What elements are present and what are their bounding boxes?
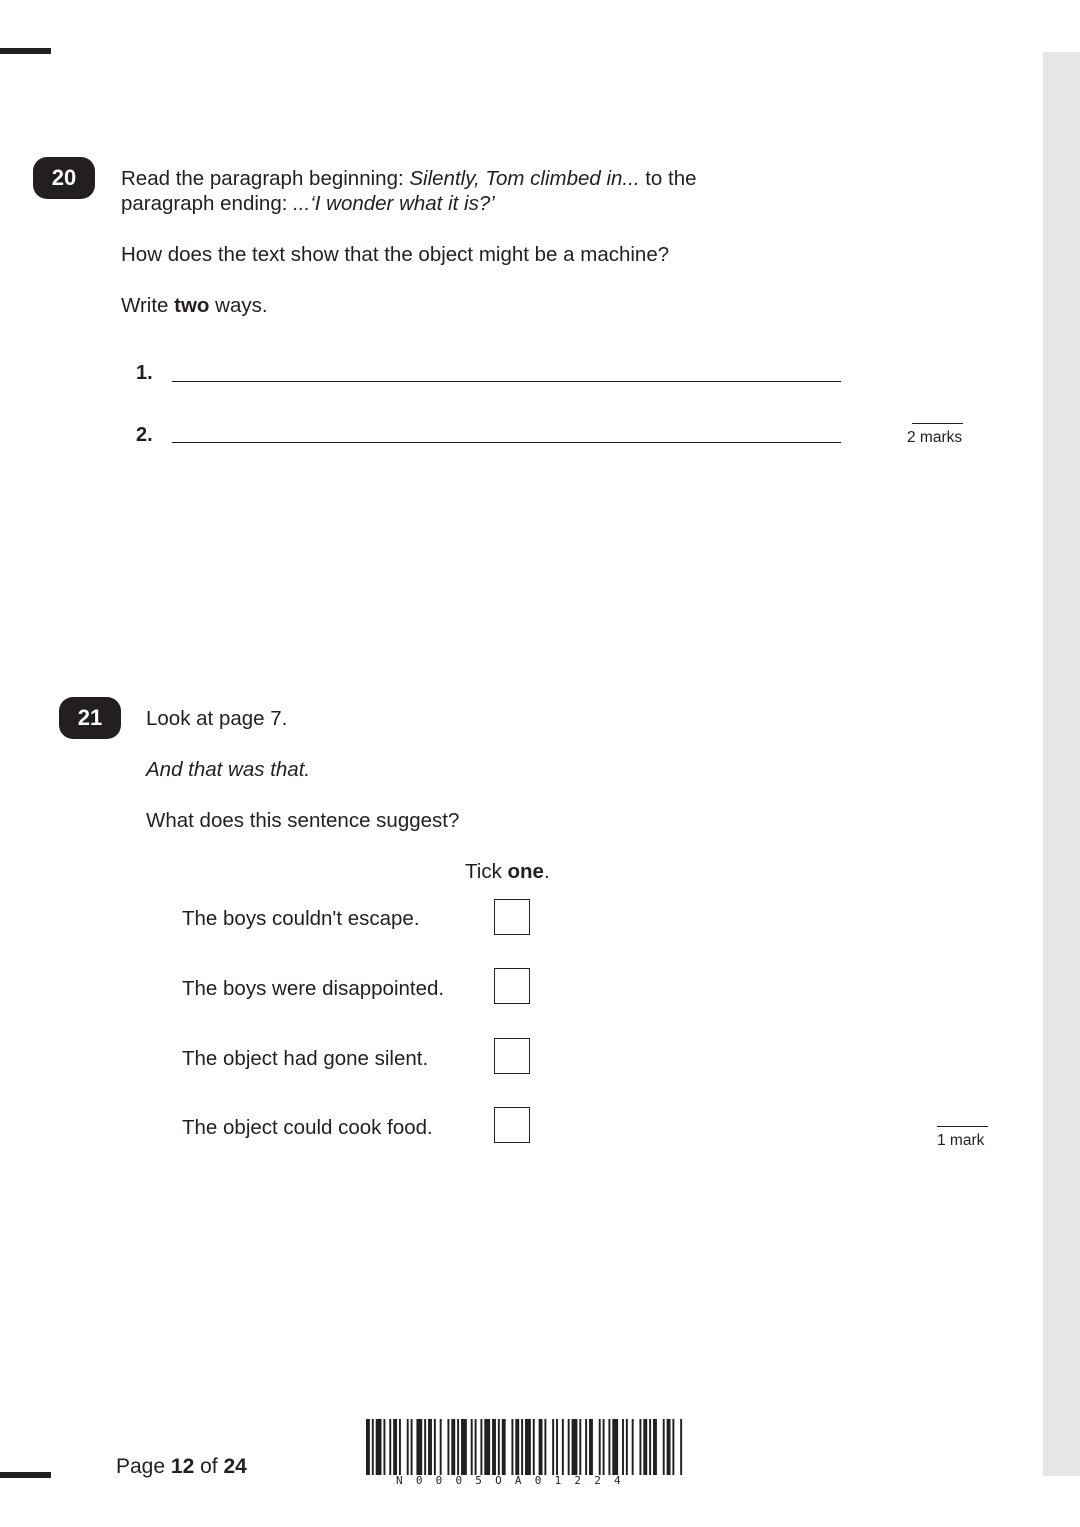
q21-option-3-checkbox[interactable] [494,1038,530,1074]
barcode-bar-41 [603,1419,605,1475]
q20-intro-before: Read the paragraph beginning: [121,167,410,190]
q21-option-1-checkbox[interactable] [494,899,530,935]
q20-instruction-after: ways. [209,294,268,317]
barcode-bar-20 [480,1419,482,1475]
q21-option-2-checkbox[interactable] [494,968,530,1004]
barcode-bar-14 [447,1419,449,1475]
q21-option-4-checkbox[interactable] [494,1107,530,1143]
barcode-bar-44 [622,1419,624,1475]
q20-answer-number-2: 2. [136,424,153,446]
barcode-bar-4 [389,1419,391,1475]
margin-strip [1043,52,1080,1476]
barcode-bar-48 [643,1419,647,1475]
barcode-bar-47 [639,1419,641,1475]
q21-quote: And that was that. [146,758,311,781]
barcode-bar-3 [383,1419,385,1475]
barcode-bar-28 [525,1419,531,1475]
barcode-bar-39 [589,1419,593,1475]
page-number [116,1455,247,1479]
barcode-bar-36 [572,1419,578,1475]
barcode-bar-53 [672,1419,674,1475]
q20-instruction-bold: two [174,294,210,317]
barcode-bar-25 [511,1419,513,1475]
barcode-bar-5 [393,1419,397,1475]
q21-option-3-label: The object had gone silent. [182,1047,429,1070]
barcode-bar-31 [544,1419,546,1475]
barcode-bar-51 [663,1419,665,1475]
q20-intro-line1 [121,166,697,191]
barcode-bar-26 [515,1419,519,1475]
barcode-bar-50 [653,1419,657,1475]
barcode-text: N0005OA01224 [396,1474,634,1487]
q21-option-2-label: The boys were disappointed. [182,977,445,1000]
question-20-badge: 20 [33,157,95,199]
q21-tick-instruction [465,859,550,884]
barcode-bar-46 [632,1419,634,1475]
barcode-bar-0 [366,1419,370,1475]
q20-instruction [121,293,268,318]
q20-marks-line [912,423,963,424]
q21-tick-before: Tick [465,860,508,883]
q20-intro-line2 [121,191,495,216]
barcode-bar-8 [411,1419,413,1475]
q21-intro: Look at page 7. [146,707,288,730]
q20-question: How does the text show that the object might be a machine? [121,243,670,266]
q21-option-1-label: The boys couldn't escape. [182,907,420,930]
q21-question: What does this sentence suggest? [146,809,460,832]
page-label: Page [116,1455,171,1478]
question-21-badge: 21 [59,697,121,739]
q20-answer-line-2[interactable] [172,442,841,443]
barcode-bar-30 [539,1419,543,1475]
barcode-bar-6 [399,1419,401,1475]
page-total: 24 [223,1455,247,1478]
barcode-bar-40 [599,1419,601,1475]
barcode-bar-2 [376,1419,382,1475]
page-of: of [194,1455,224,1478]
barcode-bar-27 [521,1419,523,1475]
barcode-bar-10 [424,1419,426,1475]
q20-marks-label: 2 marks [907,429,963,446]
barcode-bar-54 [680,1419,682,1475]
barcode-bar-19 [475,1419,477,1475]
barcode-bar-45 [626,1419,628,1475]
q20-answer-line-1[interactable] [172,381,841,382]
q20-intro-line2-before: paragraph ending: [121,192,294,215]
barcode [366,1419,686,1477]
barcode-bar-37 [579,1419,581,1475]
q21-tick-bold: one [507,860,544,883]
q21-marks-label: 1 mark [937,1132,985,1149]
barcode-bar-29 [533,1419,535,1475]
barcode-bar-21 [484,1419,490,1475]
barcode-bar-32 [552,1419,554,1475]
barcode-bar-52 [667,1419,671,1475]
barcode-bar-49 [649,1419,651,1475]
q20-intro-italic1: Silently, Tom climbed in... [409,167,640,190]
q20-instruction-before: Write [121,294,175,317]
barcode-bar-12 [434,1419,436,1475]
page-current: 12 [170,1455,195,1478]
barcode-bar-42 [608,1419,610,1475]
barcode-bar-18 [471,1419,473,1475]
barcode-bar-16 [457,1419,459,1475]
barcode-bar-43 [612,1419,618,1475]
corner-mark-top [0,48,51,54]
barcode-bar-1 [372,1419,374,1475]
barcode-bar-23 [498,1419,500,1475]
corner-mark-bottom [0,1472,51,1478]
q21-option-4-label: The object could cook food. [182,1116,433,1139]
barcode-bar-34 [562,1419,564,1475]
barcode-bar-15 [451,1419,455,1475]
barcode-bar-24 [502,1419,506,1475]
q20-intro-italic2: ...‘I wonder what it is?’ [293,192,495,215]
barcode-bar-17 [461,1419,467,1475]
q20-intro-middle: to the [639,167,697,190]
q21-marks-line [937,1126,988,1127]
q20-answer-number-1: 1. [136,362,153,384]
barcode-bar-35 [568,1419,570,1475]
barcode-bar-7 [407,1419,409,1475]
barcode-bar-9 [416,1419,422,1475]
barcode-bar-11 [428,1419,432,1475]
barcode-bar-22 [492,1419,496,1475]
barcode-bar-13 [440,1419,442,1475]
q21-tick-after: . [543,860,550,883]
barcode-bar-38 [585,1419,587,1475]
barcode-bar-33 [556,1419,558,1475]
